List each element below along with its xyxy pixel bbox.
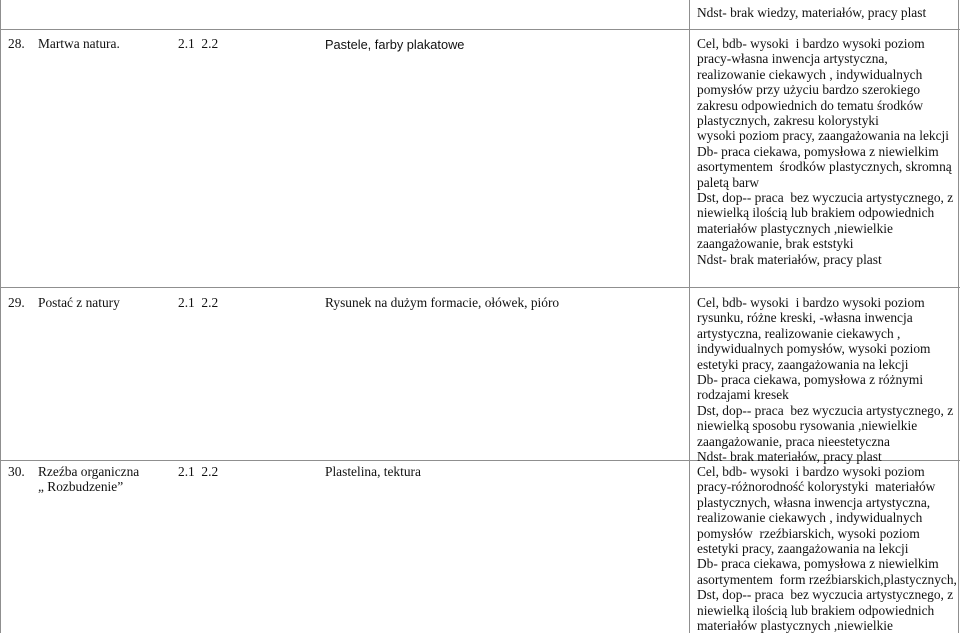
criteria-line: paletą barw xyxy=(697,174,760,190)
criteria-line: Db- praca ciekawa, pomysłowa z niewielkim xyxy=(697,556,939,572)
criteria-line: Cel, bdb- wysoki i bardzo wysoki poziom xyxy=(697,464,925,479)
row-border-top xyxy=(0,29,960,30)
row-30-criteria xyxy=(697,464,957,633)
criteria-line: Ndst- brak materiałów, pracy plast xyxy=(697,449,882,465)
criteria-line: pomysłów przy użyciu bardzo szerokiego xyxy=(697,82,921,98)
criteria-line: asortymentem form rzeźbiarskich,plastycznych, xyxy=(697,571,957,587)
criteria-line: plastycznych, zakresu kolorystyki xyxy=(697,113,879,129)
criteria-line: Dst, dop-- praca bez wyczucia artystycznego, z xyxy=(697,190,954,206)
criteria-line: estetyki pracy, zaangażowania na lekcji xyxy=(697,541,909,557)
column-border-right xyxy=(958,0,959,633)
criteria-line: Cel, bdb- wysoki i bardzo wysoki poziom xyxy=(697,295,925,310)
criteria-line: pomysłów rzeźbiarskich, wysoki poziom xyxy=(697,525,920,541)
criteria-line: Dst, dop-- praca bez wyczucia artystycznego, z xyxy=(697,587,954,603)
criteria-line: niewielką ilością lub brakiem odpowiednich xyxy=(697,205,935,221)
criteria-line: Cel, bdb- wysoki i bardzo wysoki poziom xyxy=(697,36,925,51)
row-29-topic: Postać z natury xyxy=(38,295,120,310)
criteria-line: Ndst- brak materiałów, pracy plast xyxy=(697,251,882,267)
criteria-line: Db- praca ciekawa, pomysłowa z niewielkim xyxy=(697,143,939,159)
row-29-techniques: Rysunek na dużym formacie, ołówek, pióro xyxy=(325,295,560,310)
row-29-standards: 2.1 2.2 xyxy=(178,295,219,310)
criteria-line: zaangażowanie, praca nieestetyczna xyxy=(697,433,890,449)
criteria-line: plastycznych, własna inwencja artystyczna, xyxy=(697,494,931,510)
row-28-standards: 2.1 2.2 xyxy=(178,36,219,51)
row-30-topic: Rzeźba organiczna „ Rozbudzenie” xyxy=(38,464,140,495)
row-28-criteria xyxy=(697,36,953,267)
criteria-line: zaangażowanie, brak eststyki xyxy=(697,236,854,252)
row-28-number: 28. xyxy=(8,36,25,51)
criteria-line: materiałów plastycznych ,niewielkie xyxy=(697,618,893,633)
row-28-techniques: Pastele, farby plakatowe xyxy=(325,37,465,52)
criteria-line: artystyczna, realizowanie ciekawych , xyxy=(697,325,901,341)
column-border-criteria xyxy=(689,0,690,633)
row-30-number: 30. xyxy=(8,464,25,479)
criteria-line: realizowanie ciekawych , indywidualnych xyxy=(697,66,923,82)
row-30-techniques: Plastelina, tektura xyxy=(325,464,421,479)
criteria-line: indywidualnych pomysłów, wysoki poziom xyxy=(697,341,931,357)
criteria-line: asortymentem środków plastycznych, skromną xyxy=(697,159,952,175)
column-border-left xyxy=(0,0,1,633)
criteria-line: Dst, dop-- praca bez wyczucia artystycznego, z xyxy=(697,402,954,418)
criteria-line: realizowanie ciekawych , indywidualnych xyxy=(697,510,923,526)
criteria-line: wysoki poziom pracy, zaangażowania na lekcji xyxy=(697,128,949,144)
row-border-28-29 xyxy=(0,287,960,288)
row-29-number: 29. xyxy=(8,295,25,310)
criteria-line: niewielką ilością lub brakiem odpowiednich xyxy=(697,602,935,618)
criteria-line: rodzajami kresek xyxy=(697,387,789,403)
row-29-criteria xyxy=(697,295,953,464)
criteria-line: rysunku, różne kreski, -własna inwencja xyxy=(697,310,913,326)
criteria-line: pracy-własna inwencja artystyczna, xyxy=(697,51,888,67)
criteria-line: zakresu odpowiednich do tematu środków xyxy=(697,97,924,113)
criteria-line: materiałów plastycznych ,niewielkie xyxy=(697,220,893,236)
row-28-topic: Martwa natura. xyxy=(38,36,120,51)
criteria-line: estetyki pracy, zaangażowania na lekcji xyxy=(697,356,909,372)
top-row-assessment: Ndst- brak wiedzy, materiałów, pracy plast xyxy=(697,5,927,20)
criteria-line: pracy-różnorodność kolorystyki materiałów xyxy=(697,479,936,495)
row-30-standards: 2.1 2.2 xyxy=(178,464,219,479)
criteria-line: Db- praca ciekawa, pomysłowa z różnymi xyxy=(697,372,924,388)
criteria-line: niewielką sposobu rysowania ,niewielkie xyxy=(697,418,918,434)
